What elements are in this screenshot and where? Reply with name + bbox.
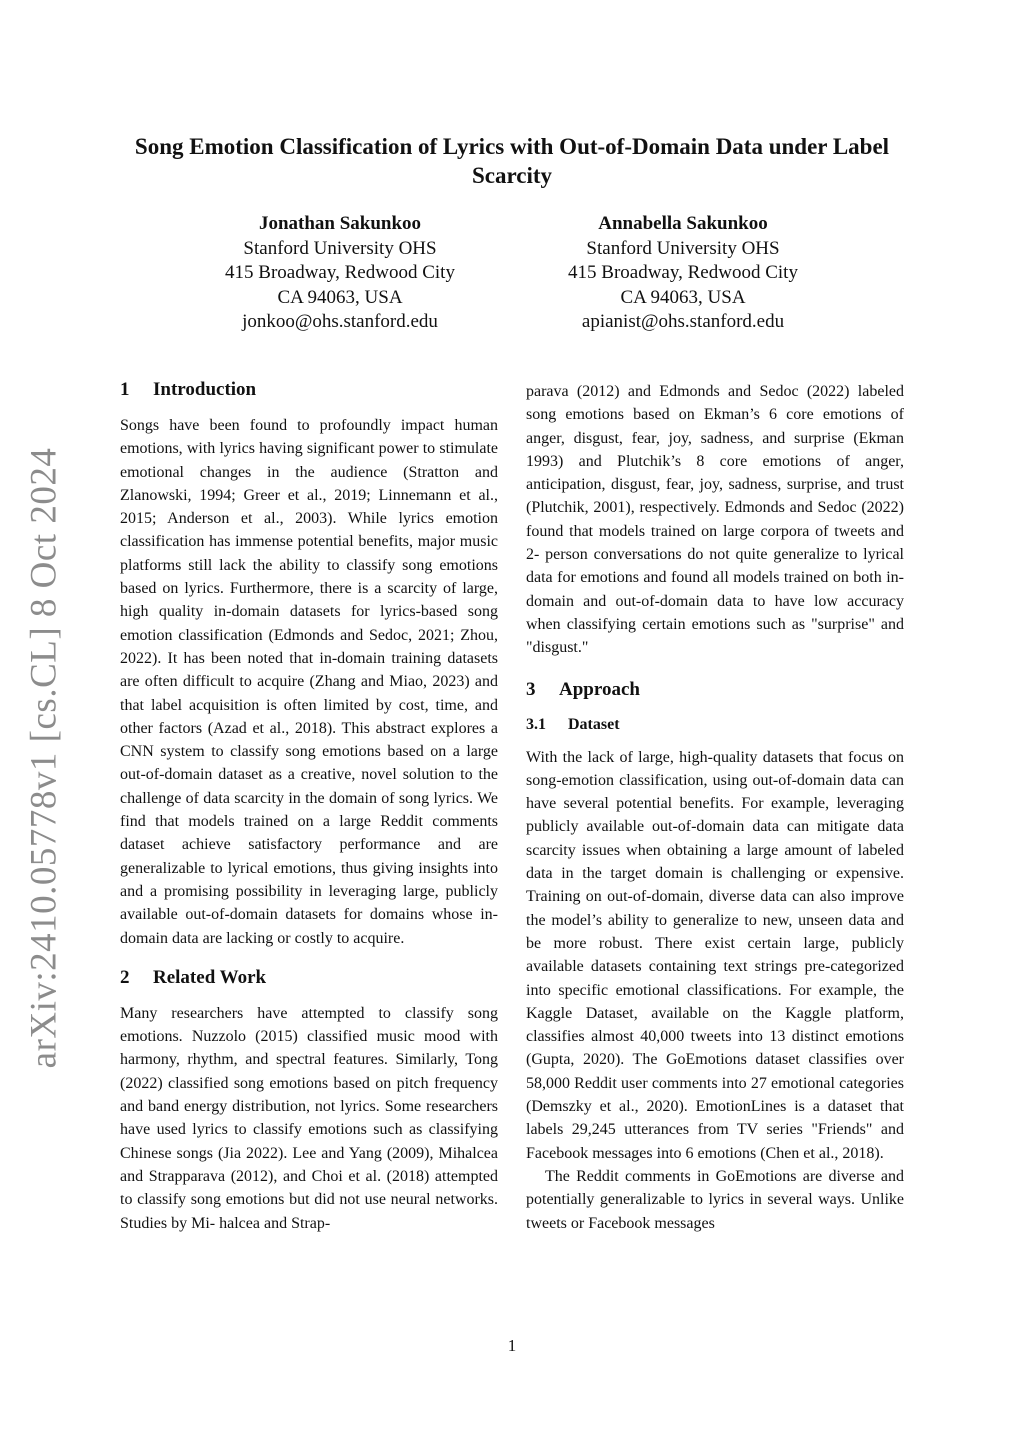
- related-work-paragraph-part-1: Many researchers have attempted to classify song emotions. Nuzzolo (2015) classified music mood with harmony, rhythm, and spectral features. Similarly, Tong (2022) classified song emotions based on pitch frequency and band energy distribution, not lyrics. Some researchers have used lyrics to classify emotions such as classifying Chinese songs (Jia 2022). Lee and Yang (2009), Mihalcea and Strapparava (2012), and Choi et al. (2018) attempted to classify song emotions but did not use neural networks. Studies by Mi- halcea and Strap-: [120, 1004, 498, 1232]
- dataset-paragraph-2: The Reddit comments in GoEmotions are diverse and potentially generalizable to lyrics in several ways. Unlike tweets or Facebook messages: [526, 1167, 904, 1232]
- related-work-paragraph-part-2: parava (2012) and Edmonds and Sedoc (2022) labeled song emotions based on Ekman’s 6 core emotions of anger, disgust, fear, joy, sadness, and surprise (Ekman 1993) and Plutchik’s 8 core emotions of anger, anticipation, disgust, fear, joy, sadness, surprise, and trust (Plutchik, 2001), respectively. Edmonds and Sedoc (2022) found that models trained on large corpora of tweets and 2- person conversations do not quite generalize to lyrical data for emotions and found all models trained on both in-domain and out-of-domain data to have low accuracy when classifying certain emotions such as "surprise" and "disgust.": [526, 383, 904, 657]
- author-address-line-1: 415 Broadway, Redwood City: [568, 262, 798, 283]
- arxiv-identifier-stamp: arXiv:2410.05778v1 [cs.CL] 8 Oct 2024: [23, 447, 65, 1069]
- page-number: 1: [507, 1336, 517, 1355]
- paper-title: Song Emotion Classification of Lyrics with Out-of-Domain Data under Label Scarcity: [134, 134, 890, 188]
- subsection-title: Dataset: [568, 715, 620, 733]
- subsection-number: 3.1: [526, 715, 546, 733]
- section-title: Introduction: [153, 379, 257, 400]
- left-column: [120, 378, 498, 1235]
- section-heading-related-work: [120, 966, 498, 990]
- author-address-line-1: 415 Broadway, Redwood City: [225, 262, 455, 283]
- author-address-line-2: CA 94063, USA: [277, 286, 403, 308]
- author-affiliation: Stanford University OHS: [243, 237, 437, 259]
- author-email: apianist@ohs.stanford.edu: [581, 311, 785, 332]
- author-block-1: [180, 212, 500, 335]
- section-title: Related Work: [153, 966, 267, 988]
- author-block-2: [523, 212, 843, 335]
- section-heading-approach: [526, 678, 904, 702]
- section-heading-introduction: [120, 378, 498, 402]
- right-column: [526, 380, 904, 1235]
- section-title: Approach: [559, 678, 640, 700]
- introduction-paragraph: Songs have been found to profoundly impact human emotions, with lyrics having significant power to stimulate emotional changes in the audience (Stratton and Zlanowski, 1994; Greer et al., 2019; Linnemann et al., 2015; Anderson et al., 2003). While lyrics emotion classification has immense potential benefits, major music platforms still lack the ability to classify song emotions based on lyrics. Furthermore, there is a scarcity of large, high quality in-domain datasets for lyrics-based song emotion classification (Edmonds and Sedoc, 2021; Zhou, 2022). It has been noted that in-domain training datasets are often difficult to acquire (Zhang and Miao, 2023) and that label acquisition is often limited by cost, time, and other factors (Azad et al., 2018). This abstract explores a CNN system to classify song emotions based on a large out-of-domain dataset as a creative, novel solution to the challenge of data scarcity in the domain of song lyrics. We find that models trained on a large Reddit comments dataset achieve satisfactory performance and are generalizable to lyrical emotions, thus giving insights into and a promising possibility in leveraging large, publicly available out-of-domain datasets for domains whose in-domain data are lacking or costly to acquire.: [120, 417, 498, 947]
- author-address-line-2: CA 94063, USA: [620, 286, 746, 308]
- author-affiliation: Stanford University OHS: [586, 237, 780, 259]
- author-name: Jonathan Sakunkoo: [258, 213, 422, 234]
- dataset-paragraph-1: With the lack of large, high-quality datasets that focus on song-emotion classification, using out-of-domain data can have several potential benefits. For example, leveraging publicly available out-of-domain data can mitigate data scarcity issues when obtaining a large amount of labeled data in the target domain is challenging or expensive. Training on out-of-domain, diverse data can also improve the model’s ability to generalize to new, unseen data and be more robust. There exist certain large, publicly available datasets containing text strings pre-categorized into specific emotional classifications. For example, the Kaggle Dataset, available on the Kaggle platform, classifies almost 40,000 tweets into 13 distinct emotions (Gupta, 2020). The GoEmotions dataset classifies over 58,000 Reddit user comments into 27 emotional categories (Demszky et al., 2020). EmotionLines is a dataset that labels 29,245 utterances from TV series "Friends" and Facebook messages into 6 emotions (Chen et al., 2018).: [526, 748, 904, 1162]
- author-name: Annabella Sakunkoo: [598, 213, 768, 234]
- section-number: 3: [526, 678, 536, 700]
- section-number: 2: [120, 966, 130, 988]
- author-email: jonkoo@ohs.stanford.edu: [242, 311, 438, 332]
- subsection-heading-dataset: [526, 714, 904, 736]
- section-number: 1: [120, 379, 130, 400]
